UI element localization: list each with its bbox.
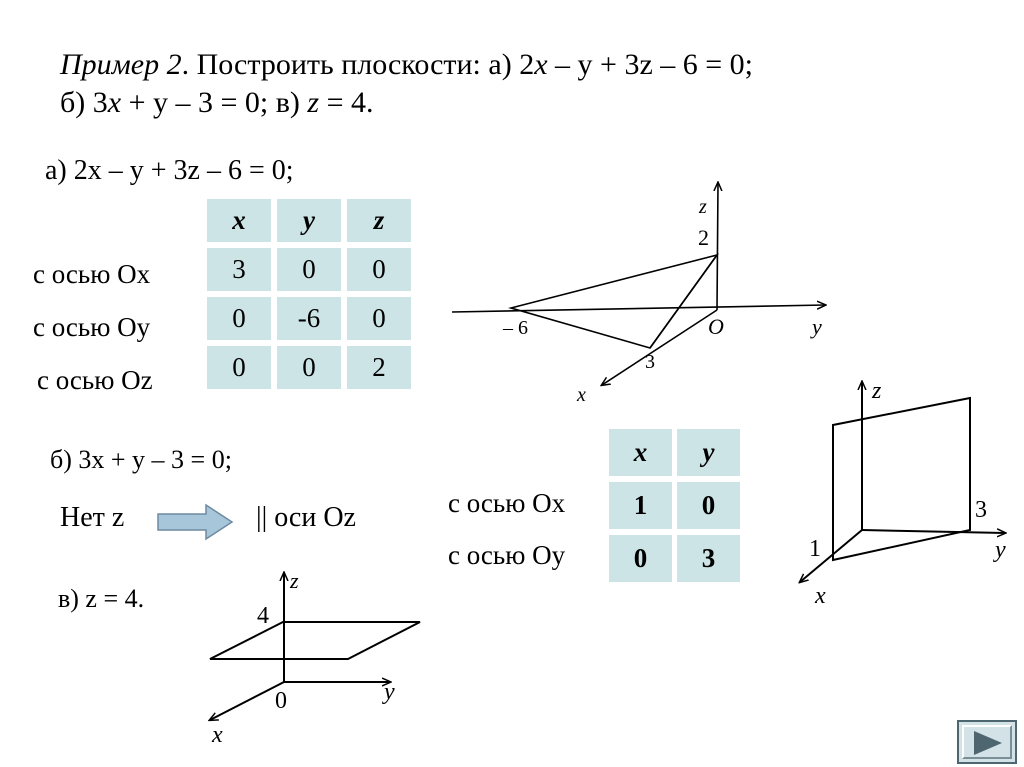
parallel-text: || оси Oz [256,502,356,533]
plane-diagram-b [790,375,1020,610]
z-label: z [290,568,299,593]
table-row [207,297,411,340]
row-label-oy-b: с осью Oy [448,540,566,570]
no-z-text: Нет z [60,502,125,533]
next-slide-button[interactable] [957,720,1017,764]
origin-label: 0 [275,688,287,714]
table-row [609,482,740,529]
table-cell: 0 [207,297,271,340]
table-header-row [207,199,411,242]
row-label-ox: с осью Ox [33,259,151,289]
y-tick: 3 [975,497,987,523]
title-var-x: x [534,48,548,81]
table-row [207,248,411,291]
row-label-oy: с осью Oy [33,312,151,342]
x-tick: 1 [809,536,821,562]
title-line1-eq: – y + 3z – 6 = 0; [547,48,754,81]
header-x: x [207,199,271,242]
z-tick: 2 [698,225,709,250]
z-label: z [872,378,882,404]
table-cell: 0 [207,346,271,389]
x-label: x [212,722,223,745]
table-row [609,535,740,582]
z-tick: 4 [257,603,269,629]
intercept-table-b [604,423,745,588]
page-title [60,46,753,122]
part-a-label: а) 2x – y + 3z – 6 = 0; [45,155,294,186]
vertical-plane [833,398,970,560]
table-cell: 0 [347,248,411,291]
x-axis [602,310,717,385]
table-cell: 0 [277,346,341,389]
y-axis [862,530,1005,533]
x-tick: 3 [645,351,655,373]
header-y: y [677,429,740,476]
table-cell: 0 [277,248,341,291]
header-x: x [609,429,672,476]
title-line2-b: + y – 3 = 0; в) [121,86,308,119]
intercept-table-a [201,193,417,395]
y-label: y [812,314,822,339]
x-label: x [577,384,586,405]
header-y: y [277,199,341,242]
play-icon [971,729,1005,757]
x-label: x [815,583,826,609]
title-var-x2: x [107,86,122,119]
table-cell: 3 [207,248,271,291]
table-cell: 0 [347,297,411,340]
title-prefix: Пример 2 [60,48,182,81]
part-c-label: в) z = 4. [58,584,145,613]
row-label-ox-b: с осью Ox [448,488,566,518]
table-cell: 2 [347,346,411,389]
table-cell: 3 [677,535,740,582]
title-line1-rest: . Построить плоскости: а) 2 [181,48,535,81]
title-line2-c: = 4. [319,86,374,119]
table-header-row [609,429,740,476]
y-axis [452,305,825,312]
arrow-right-icon [156,503,236,541]
horizontal-plane [210,622,420,659]
y-tick: – 6 [503,317,528,339]
title-line2-a: б) 3 [60,86,108,119]
header-z: z [347,199,411,242]
origin-label: O [708,314,724,339]
part-b-label: б) 3x + y – 3 = 0; [50,445,232,474]
y-label: y [995,537,1006,563]
row-label-oz: с осью Oz [37,365,153,395]
y-label: y [384,679,395,705]
z-label: z [699,196,707,218]
z-axis [717,183,718,310]
table-cell: 0 [609,535,672,582]
table-cell: 1 [609,482,672,529]
plane-diagram-c [200,565,430,745]
x-axis [210,682,284,720]
title-var-z: z [307,86,320,119]
plane-triangle [511,255,717,348]
table-cell: 0 [677,482,740,529]
table-cell: -6 [277,297,341,340]
plane-diagram-a [440,180,840,405]
table-row [207,346,411,389]
